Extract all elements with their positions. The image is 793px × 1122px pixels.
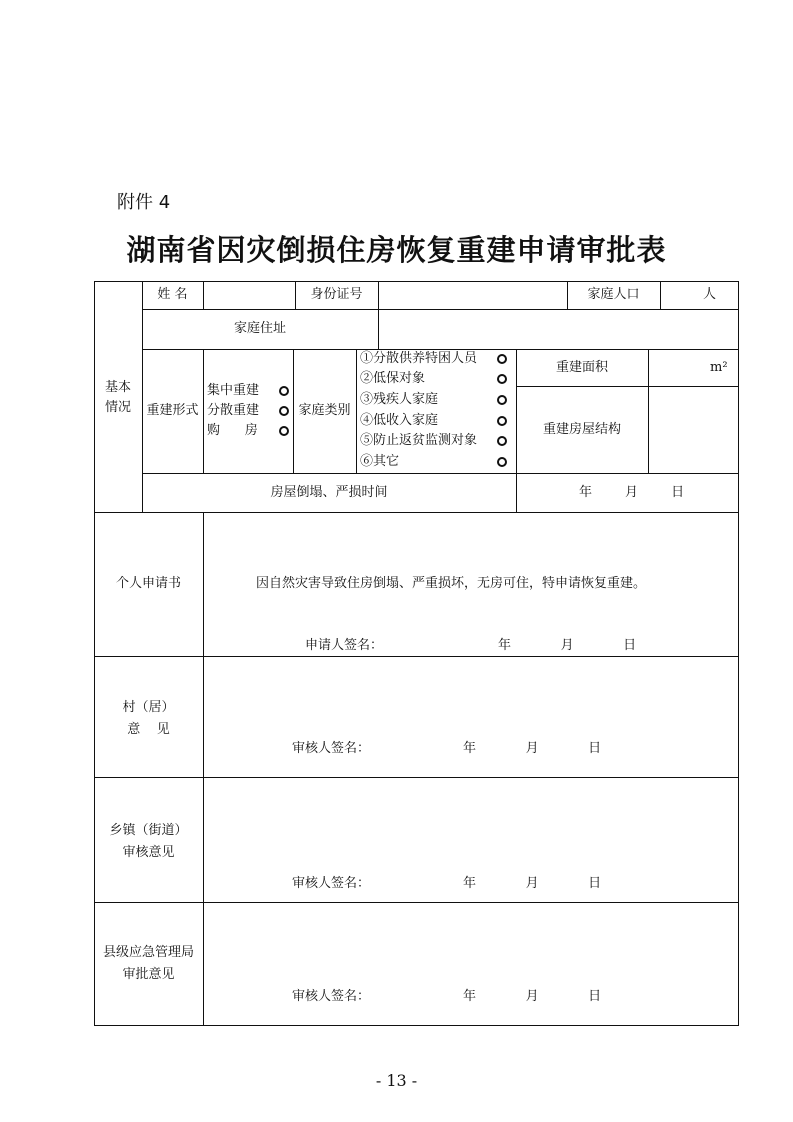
household-unit: 人: [703, 287, 717, 302]
family-type-text: ③残疾人家庭: [360, 392, 439, 407]
family-type-option[interactable]: [360, 454, 399, 470]
county-date[interactable]: 年 月 日: [463, 989, 602, 1004]
rebuild-option-label: 购 房: [207, 423, 258, 438]
radio-circle-icon[interactable]: [497, 374, 507, 384]
rebuild-option-purchase[interactable]: [207, 423, 258, 439]
rebuild-option-dispersed[interactable]: [207, 403, 259, 419]
id-number-label: 身份证号: [310, 287, 363, 302]
village-date[interactable]: 年 月 日: [463, 741, 602, 756]
township-date[interactable]: 年 月 日: [463, 876, 602, 891]
household-size-label: 家庭人口: [587, 287, 640, 302]
family-type-option[interactable]: [360, 351, 477, 367]
radio-circle-icon[interactable]: [497, 457, 507, 467]
name-label: 姓 名: [157, 287, 188, 302]
family-type-text: ④低收入家庭: [360, 413, 439, 428]
village-label-line-1: 村（居）: [122, 700, 175, 715]
annex-label: 附件 4: [117, 192, 171, 213]
area-unit: m²: [710, 360, 728, 375]
township-signature-label: 审核人签名：: [292, 876, 371, 891]
radio-circle-icon[interactable]: [497, 416, 507, 426]
rebuild-option-label: 分散重建: [207, 403, 260, 418]
application-label: 个人申请书: [115, 576, 181, 591]
collapse-time-label: 房屋倒塌、严损时间: [270, 485, 388, 500]
radio-circle-icon[interactable]: [497, 436, 507, 446]
county-opinion-label: [94, 945, 203, 983]
collapse-date[interactable]: 年 月 日: [579, 485, 685, 500]
basic-label-line-1: 基本: [104, 380, 131, 395]
family-type-text: ⑥其它: [360, 454, 400, 469]
family-type-text: ⑤防止返贫监测对象: [360, 433, 478, 448]
township-label-line-2: 审核意见: [122, 845, 175, 860]
applicant-signature-label: 申请人签名：: [305, 638, 384, 653]
family-type-text: ②低保对象: [360, 371, 426, 386]
form-title: 湖南省因灾倒损住房恢复重建申请审批表: [126, 233, 667, 267]
structure-label: 重建房屋结构: [542, 422, 621, 437]
village-signature-label: 审核人签名：: [292, 741, 371, 756]
radio-circle-icon[interactable]: [279, 406, 289, 416]
basic-label-line-2: 情况: [104, 400, 131, 415]
rebuild-area-label: 重建面积: [555, 360, 608, 375]
rebuild-form-label: 重建形式: [146, 403, 199, 418]
family-type-option[interactable]: [360, 433, 477, 449]
address-label: 家庭住址: [233, 321, 286, 336]
family-type-text: ①分散供养特困人员: [360, 351, 478, 366]
family-type-option[interactable]: [360, 413, 438, 429]
family-type-label: 家庭类别: [298, 403, 351, 418]
radio-circle-icon[interactable]: [279, 386, 289, 396]
township-label-line-1: 乡镇（街道）: [109, 823, 188, 838]
county-signature-label: 审核人签名：: [292, 989, 371, 1004]
family-type-option[interactable]: [360, 392, 438, 408]
county-label-line-2: 审批意见: [122, 967, 175, 982]
application-text: 因自然灾害导致住房倒塌、严重损坏，无房可住，特申请恢复重建。: [256, 576, 647, 591]
village-label-line-2: 意 见: [127, 722, 170, 737]
village-opinion-label: [94, 700, 203, 738]
radio-circle-icon[interactable]: [497, 354, 507, 364]
rebuild-option-label: 集中重建: [207, 383, 260, 398]
family-type-option[interactable]: [360, 371, 425, 387]
application-date[interactable]: 年 月 日: [498, 638, 637, 653]
township-opinion-label: [94, 823, 203, 861]
rebuild-option-centralized[interactable]: [207, 383, 259, 399]
basic-section-label: [94, 380, 142, 416]
radio-circle-icon[interactable]: [279, 426, 289, 436]
county-label-line-1: 县级应急管理局: [102, 945, 194, 960]
radio-circle-icon[interactable]: [497, 395, 507, 405]
page-number: - 13 -: [375, 1071, 418, 1090]
